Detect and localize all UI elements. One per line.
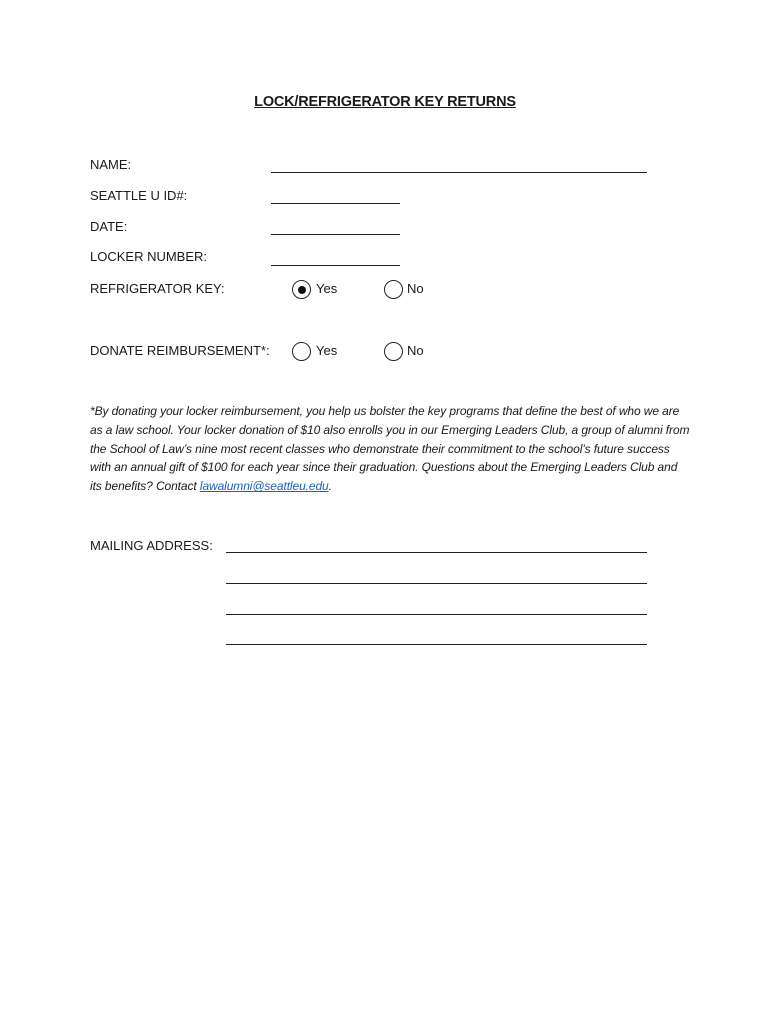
fridge-yes-label: Yes (316, 281, 338, 296)
fridge-no-label: No (407, 281, 424, 296)
donate-no-label: No (407, 343, 424, 358)
donation-note (90, 402, 690, 496)
fridge-key-label: REFRIGERATOR KEY: (90, 281, 225, 296)
fridge-yes-radio[interactable] (292, 280, 311, 299)
form-title: LOCK/REFRIGERATOR KEY RETURNS (254, 94, 516, 110)
email-link[interactable]: lawalumni@seattleu.edu (199, 479, 329, 494)
radio-selected-dot (298, 286, 306, 294)
name-field-line[interactable] (271, 172, 647, 173)
donation-note-end: . (328, 479, 332, 494)
donation-note-text: *By donating your locker reimbursement, you help us bolster the key programs that define the best of who we are as a law school. Your locker donation of $10 also enrolls you in our Emerging Leaders Club, a group of alumni from the School of Law’s nine most recent classes who demonstrate their commitment to the school’s future success with an annual gift of $100 for each year since their graduation. Questions about the Emerging Leaders Club and its benefits? Contact (90, 404, 690, 494)
donate-no-radio[interactable] (384, 342, 403, 361)
mailing-address-label: MAILING ADDRESS: (90, 538, 213, 553)
donate-yes-radio[interactable] (292, 342, 311, 361)
name-label: NAME: (90, 157, 132, 172)
mailing-line-3[interactable] (226, 614, 647, 615)
mailing-line-2[interactable] (226, 583, 647, 584)
mailing-line-4[interactable] (226, 644, 647, 645)
locker-field-line[interactable] (271, 265, 400, 266)
fridge-no-radio[interactable] (384, 280, 403, 299)
date-label: DATE: (90, 219, 128, 234)
id-field-line[interactable] (271, 203, 400, 204)
date-field-line[interactable] (271, 234, 400, 235)
locker-label: LOCKER NUMBER: (90, 249, 208, 264)
mailing-line-1[interactable] (226, 552, 647, 553)
id-label: SEATTLE U ID#: (90, 188, 188, 203)
donate-yes-label: Yes (316, 343, 338, 358)
donate-label: DONATE REIMBURSEMENT*: (90, 343, 270, 358)
